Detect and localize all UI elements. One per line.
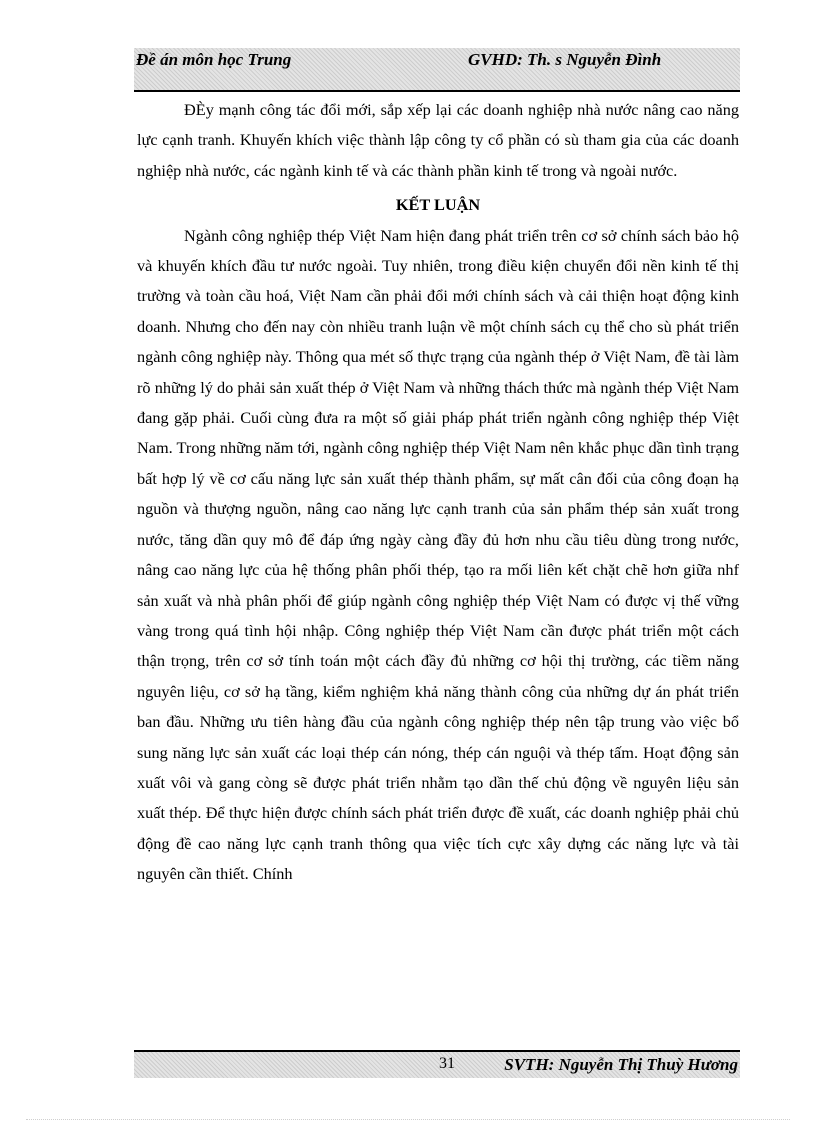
page-header <box>134 48 740 92</box>
document-body <box>137 95 739 890</box>
course-title: Đề án môn học Trung <box>136 50 292 69</box>
advisor-name: GVHD: Th. s Nguyễn Đình <box>468 50 662 69</box>
section-title: KẾT LUẬN <box>395 195 481 215</box>
student-name: SVTH: Nguyễn Thị Thuỳ Hương <box>504 1055 738 1074</box>
page-footer <box>134 1050 740 1078</box>
page-number: 31 <box>439 1055 455 1072</box>
conclusion-paragraph: Ngành công nghiệp thép Việt Nam hiện đang phát triển trên cơ sở chính sách bảo hộ và khuyến khích đầu tư nước ngoài. Tuy nhiên, trong điều kiện chuyển đổi nền kinh tế thị trường và toàn cầu hoá, Việt Nam cần phải đổi mới chính sách và cải thiện hoạt động kinh doanh. Nhưng cho đến nay còn nhiều tranh luận về một chính sách cụ thể cho sù phát triển ngành công nghiệp này. Thông qua mét số thực trạng của ngành thép ở Việt Nam, đề tài làm rõ những lý do phải sản xuất thép ở Việt Nam và những thách thức mà ngành thép Việt Nam đang gặp phải. Cuối cùng đưa ra một số giải pháp phát triển ngành công nghiệp thép Việt Nam. Trong những năm tới, ngành công nghiệp thép Việt Nam nên khắc phục dần tình trạng bất hợp lý về cơ cấu năng lực sản xuất thép thành phẩm, sự mất cân đối của công đoạn hạ nguồn và thượng nguồn, nâng cao năng lực cạnh tranh của sản phẩm thép sản xuất trong nước, tăng dần quy mô để đáp ứng ngày càng đầy đủ hơn nhu cầu tiêu dùng trong nước, nâng cao năng lực của hệ thống phân phối thép, tạo ra mối liên kết chặt chẽ hơn giữa nhf sản xuất và nhà phân phối để giúp ngành công nghiệp thép Việt Nam có được vị thế vững vàng trong quá tình hội nhập. Công nghiệp thép Việt Nam cần được phát triển một cách thận trọng, trên cơ sở tính toán một cách đầy đủ những cơ hội thị trường, các tiềm năng nguyên liệu, cơ sở hạ tầng, kiểm nghiệm khả năng thành công của những dự án phát triển ban đầu. Những ưu tiên hàng đầu của ngành công nghiệp thép nên tập trung vào việc bổ sung năng lực sản xuất các loại thép cán nóng, thép cán nguội và thép tấm. Hoạt động sản xuất vôi và gang còng sẽ được phát triển nhằm tạo dần thế chủ động về nguyên liệu sản xuất thép. Để thực hiện được chính sách phát triển được đề xuất, các doanh nghiệp phải chủ động đề cao năng lực cạnh tranh thông qua việc tích cực xây dựng các năng lực và tài nguyên cần thiết. Chính <box>137 225 739 884</box>
page-edge-divider <box>26 1119 790 1120</box>
intro-paragraph: ĐÈy mạnh công tác đổi mới, sắp xếp lại các doanh nghiệp nhà nước nâng cao năng lực cạnh tranh. Khuyến khích việc thành lập công ty cổ phần có sù tham gia của các doanh nghiệp nhà nước, các ngành kinh tế và các thành phần kinh tế trong và ngoài nước. <box>137 100 739 180</box>
